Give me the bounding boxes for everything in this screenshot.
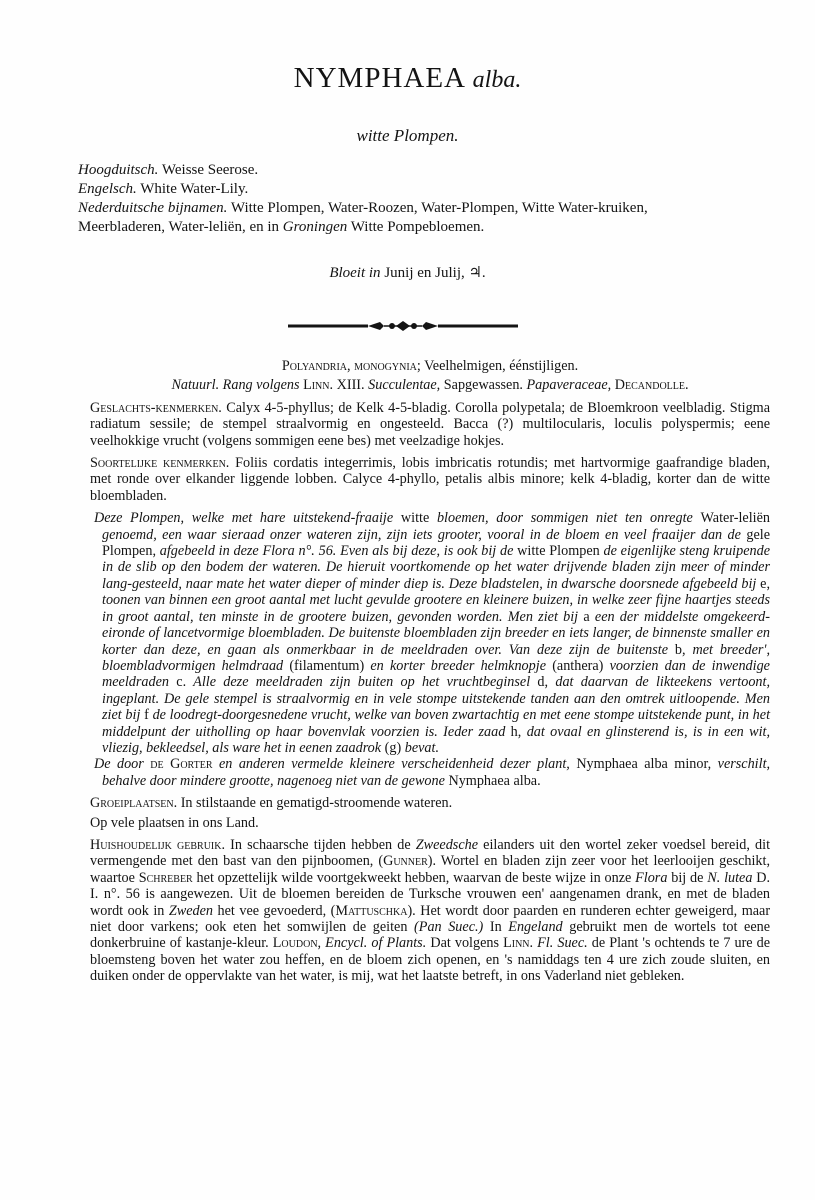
- natural-rank-line: Natuurl. Rang volgens Linn. XIII. Succulentae, Sapgewassen. Papaveraceae, Decandolle.: [171, 377, 689, 394]
- title-genus: NYMPHAEA: [293, 62, 465, 94]
- variety-paragraph: De door de Gorter en anderen vermelde kleinere verscheidenheid dezer plant, Nymphaea alba minor, verschilt, behalve door mindere grootte, nagenoeg niet van de gewone Nymphaea alba.: [94, 756, 771, 789]
- genus-characters: Geslachts-kenmerken. Calyx 4-5-phyllus; de Kelk 4-5-bladig. Corolla polypetala; de Bloemkroon veelbladig. Stigma radiatum sessile; de stempel straalvormig en ongesteeld. Bacca (?) multilocularis, loculis polyspermis; eene veelhokkige vrucht (volgens sommigen eene bes) met veelzadige hokjes.: [90, 399, 770, 449]
- bloom-period: Bloeit in Junij en Julij, ♃.: [329, 265, 486, 281]
- name-dutch-continued: Meerbladeren, Water-leliën, en in Groningen Witte Pompebloemen.: [78, 219, 485, 235]
- name-english: Engelsch. White Water-Lily.: [78, 181, 249, 197]
- classification-line: Polyandria, monogynia; Veelhelmigen, éénstijligen.: [281, 358, 579, 374]
- species-characters: Soortelijke kenmerken. Foliis cordatis integerrimis, lobis imbricatis rotundis; met hartvormige gaafrandige bladen, met ronde over elkander liggende lobben. Calyce 4-phyllo, petalis albis minore; kelk 4-bladig, korter dan de witte bloembladen.: [90, 455, 770, 504]
- household-uses: Huishoudelijk gebruik. In schaarsche tijden hebben de Zweedsche eilanders uit den wortel zeker voedsel bereid, dit vermengende met den bast van den pijnboomen, (Gunner). Wortel en bladen zijn zeer voor het leerlooijen geschikt, waartoe Schreber het opzettelijk wilde voortgekweekt hebben, waarvan de beste wijze in onze Flora bij de N. lutea D. I. n°. 56 is aangewezen. Uit de bloemen bereiden de Turksche vrouwen een' aangenamen drank, en met de bladen wordt ook in Zweden het vee gevoederd, (Mattuschka). Het wordt door paarden en runderen echter geweigerd, maar niet door varkens; ook eten het somwijlen de geiten (Pan Suec.) In Engeland gebruikt men de wortels tot eene donkerbruine of kastanje-kleur. Loudon, Encycl. of Plants. Dat volgens Linn. Fl. Suec. de Plant 's ochtends te 7 ure de bloemsteng boven het water zou heffen, en de bloem zich openen, en 's namiddags ten 4 ure zich zoude sluiten, en duiken onder de oppervlakte van het water, is mij, wat het laatste betreft, in ons Vaderland niet gebleken.: [90, 836, 771, 985]
- habitat: Groeiplaatsen. In stilstaande en gematigd-stroomende wateren.: [90, 795, 453, 812]
- subtitle: witte Plompen.: [356, 126, 459, 145]
- page-title: [0, 62, 815, 95]
- vernacular-names: [78, 161, 768, 237]
- main-text: [90, 358, 770, 985]
- description-paragraph: Deze Plompen, welke met hare uitstekend-fraaije witte bloemen, door sommigen niet ten onregte Water-leliën genoemd, een waar sieraad onzer wateren zijn, zijn iets grooter, vooral in de bloem en veel fraaijer dan de gele Plompen, afgebeeld in deze Flora n°. 56. Even als bij deze, is ook bij de witte Plompen de eigenlijke steng kruipende in de slib op den bodem der wateren. De hieruit voortkomende op het water drijvende bladen zijn meer of minder lang-gesteeld, naar mate het water dieper of minder diep is. Deze bladstelen, in dwarsche doorsnede afgebeeld bij e, toonen van binnen een groot aantal met lucht gevulde grootere en kleinere buizen, in welke zeer fijne haartjes steeds in groot aantal, ten minste in de grootere buizen, gevonden worden. Men ziet bij a een der middelste omgekeerd-eironde of lancetvormige bloembladen. De buitenste bloembladen zijn breeder en iets langer, de binnenste smaller en korter dan deze, en gaan als onmerkbaar in de meeldraden over. Van deze zijn de buitenste b, met breeder', bloembladvormigen helmdraad (filamentum) en korter breeder helmknopje (anthera) voorzien dan de inwendige meeldraden c. Alle deze meeldraden zijn buiten op het vruchtbeginsel d, dat daarvan de likteekens vertoont, ingeplant. De gele stempel is straalvormig en in vele stompe uitstekende tanden aan den omtrek uitloopende. Men ziet bij f de loodregt-doorgesnedene vrucht, welke van boven zwartachtig en met eene stompe uitstekende punt, in het middelpunt der uitholling op haar bovenvlak voorzien is. Ieder zaad h, dat ovaal en glinsterend is, is in een wit, vliezig, bekleedsel, als ware het in eenen zaadrok (g) bevat.: [94, 510, 771, 756]
- name-german: Hoogduitsch. Weisse Seerose.: [78, 162, 259, 178]
- ornament-divider: [288, 316, 518, 336]
- title-species: alba.: [472, 67, 522, 93]
- name-dutch: Nederduitsche bijnamen. Witte Plompen, Water-Roozen, Water-Plompen, Witte Water-kruiken,: [78, 200, 648, 216]
- habitat-line2: Op vele plaatsen in ons Land.: [90, 814, 259, 831]
